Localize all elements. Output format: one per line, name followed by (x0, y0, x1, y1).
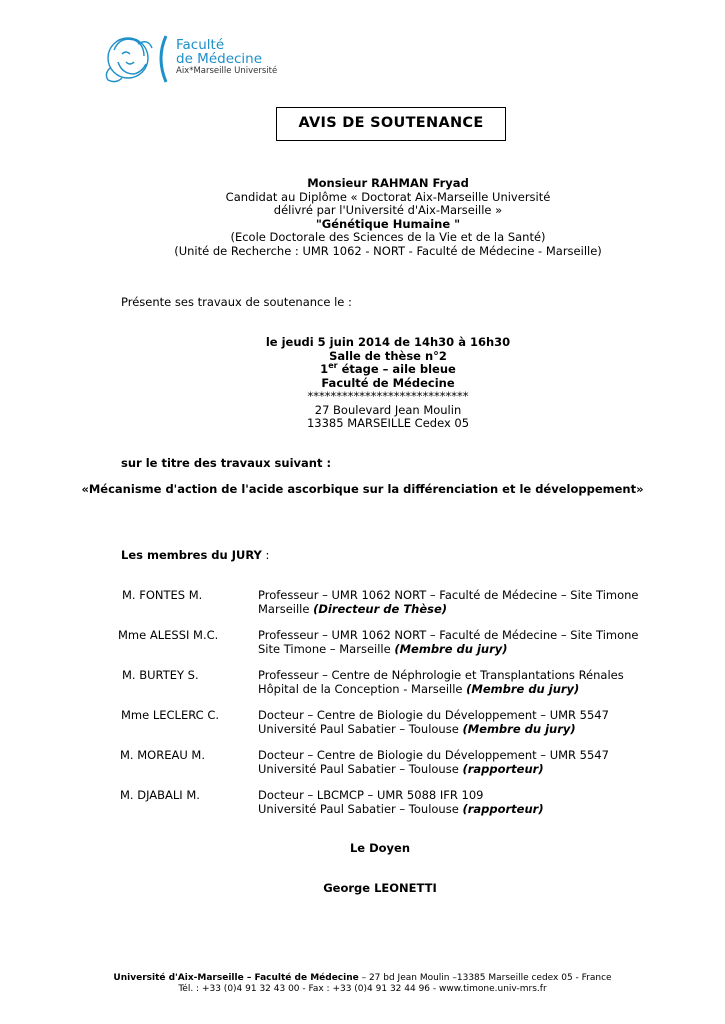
jury-member-name: Mme LECLERC C. (121, 708, 220, 722)
jury-member-line-2-text: Université Paul Sabatier – Toulouse (258, 721, 463, 736)
footer-address: – 27 bd Jean Moulin –13385 Marseille cedex 05 - France (358, 973, 612, 983)
logo-line-3: Aix*Marseille Université (176, 66, 278, 76)
jury-member-role: (rapporteur) (462, 761, 544, 776)
candidate-specialty: "Génétique Humaine " (315, 216, 461, 231)
jury-member-line-2 (258, 643, 658, 657)
thesis-title: «Mécanisme d'action de l'acide ascorbique sur la différenciation et le développement» (81, 482, 644, 496)
page-footer (60, 973, 665, 995)
jury-member-name: M. DJABALI M. (120, 788, 200, 802)
event-room: Salle de thèse n°2 (329, 348, 447, 363)
jury-member-name: Mme ALESSI M.C. (118, 628, 219, 642)
jury-label (121, 549, 269, 563)
candidate-school: (Ecole Doctorale des Sciences de la Vie et de la Santé) (230, 230, 546, 244)
jury-member-line-2 (258, 763, 658, 777)
jury-member-description (258, 789, 658, 816)
event-address-1: 27 Boulevard Jean Moulin (314, 402, 462, 417)
event-stars: **************************** (307, 389, 469, 403)
jury-member-line-2-text: Université Paul Sabatier – Toulouse (258, 801, 463, 816)
logo-line-2: de Médecine (176, 51, 263, 67)
jury-member-line-1: Docteur – LBCMCP – UMR 5088 IFR 109 (258, 788, 484, 802)
event-floor-rest: étage – aile bleue (337, 362, 456, 376)
jury-member-line-2 (258, 803, 658, 817)
jury-member-line-1: Professeur – UMR 1062 NORT – Faculté de Médecine – Site Timone (258, 588, 639, 602)
footer-line-1 (60, 973, 665, 984)
event-date: le jeudi 5 juin 2014 de 14h30 à 16h30 (265, 335, 511, 349)
event-floor-sup: er (328, 361, 338, 371)
footer-institution: Université d'Aix-Marseille – Faculté de Médecine (113, 973, 359, 983)
jury-member-line-2 (258, 683, 658, 697)
jury-member-line-1: Professeur – UMR 1062 NORT – Faculté de Médecine – Site Timone (258, 628, 639, 642)
jury-member-line-2-text: Hôpital de la Conception - Marseille (258, 681, 467, 696)
jury-label-suffix: : (261, 548, 270, 562)
thesis-label: sur le titre des travaux suivant : (121, 456, 332, 470)
event-address-2: 13385 MARSEILLE Cedex 05 (306, 416, 470, 430)
faculty-emblem-icon (100, 28, 176, 90)
candidate-unit: (Unité de Recherche : UMR 1062 - NORT - Faculté de Médecine - Marseille) (174, 243, 602, 258)
jury-member-description (258, 709, 658, 736)
event-floor (150, 363, 626, 377)
jury-member-line-1: Docteur – Centre de Biologie du Développement – UMR 5547 (258, 748, 609, 762)
faculty-logo (100, 28, 280, 90)
logo-text (176, 38, 277, 77)
jury-member-role: (Directeur de Thèse) (313, 601, 448, 616)
jury-member-line-1: Professeur – Centre de Néphrologie et Transplantations Rénales (258, 668, 624, 682)
jury-member-line-2-text: Marseille (258, 601, 314, 616)
jury-member-line-1: Docteur – Centre de Biologie du Développement – UMR 5547 (258, 708, 609, 722)
event-block (150, 336, 626, 431)
jury-member-line-2 (258, 603, 658, 617)
jury-label-text: Les membres du JURY (121, 548, 262, 562)
jury-member-role: (rapporteur) (462, 801, 544, 816)
candidate-block (150, 177, 626, 258)
jury-member-description (258, 629, 658, 656)
jury-member-role: (Membre du jury) (466, 681, 580, 696)
jury-member-role: (Membre du jury) (394, 641, 508, 656)
jury-member-description (258, 669, 658, 696)
signature-name: George LEONETTI (323, 881, 437, 895)
footer-line-2: Tél. : +33 (0)4 91 32 43 00 - Fax : +33 (0)4 91 32 44 96 - www.timone.univ-mrs.fr (178, 984, 547, 994)
candidate-line-2: délivré par l'Université d'Aix-Marseille » (273, 203, 503, 217)
signature-title: Le Doyen (349, 841, 411, 855)
logo-line-1: Faculté (176, 37, 225, 53)
jury-member-description (258, 749, 658, 776)
document-title: AVIS DE SOUTENANCE (276, 107, 506, 141)
event-faculty: Faculté de Médecine (321, 375, 455, 390)
jury-member-role: (Membre du jury) (462, 721, 576, 736)
candidate-line-1: Candidat au Diplôme « Doctorat Aix-Marseille Université (225, 189, 551, 204)
jury-member-line-2 (258, 723, 658, 737)
jury-member-name: M. BURTEY S. (122, 668, 199, 682)
event-floor-number: 1 (320, 362, 329, 376)
jury-member-line-2-text: Université Paul Sabatier – Toulouse (258, 761, 463, 776)
candidate-name: Monsieur RAHMAN Fryad (307, 176, 469, 190)
jury-member-name: M. FONTES M. (122, 588, 203, 602)
intro-text: Présente ses travaux de soutenance le : (121, 295, 352, 309)
jury-member-line-2-text: Site Timone – Marseille (258, 641, 395, 656)
jury-member-name: M. MOREAU M. (120, 748, 205, 762)
jury-member-description (258, 589, 658, 616)
